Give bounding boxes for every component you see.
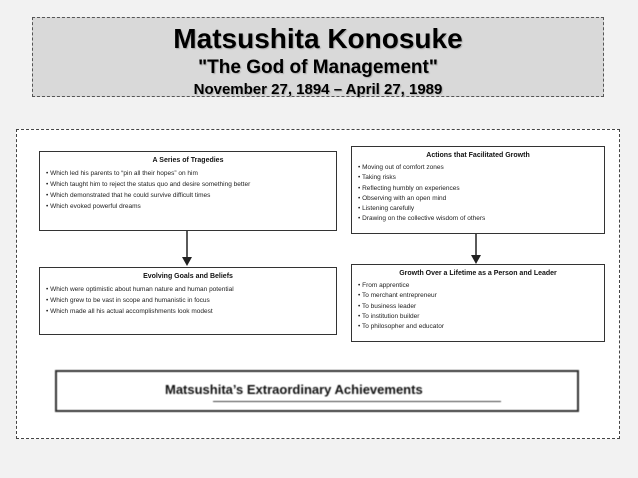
actions-box (351, 146, 605, 234)
list-item: • To merchant entrepreneur (358, 291, 598, 301)
list-item: • To business leader (358, 302, 598, 312)
achievements-title: Matsushita’s Extraordinary Achievements (165, 382, 423, 397)
achievements-underline (213, 401, 501, 402)
growth-list (358, 281, 598, 332)
list-item: • Reflecting humbly on experiences (358, 184, 598, 194)
list-item: • Which demonstrated that he could survive difficult times (46, 190, 330, 201)
list-item: • Drawing on the collective wisdom of others (358, 214, 598, 224)
life-dates: November 27, 1894 – April 27, 1989 (193, 81, 443, 98)
list-item: • To philosopher and educator (358, 322, 598, 332)
actions-title: Actions that Facilitated Growth (426, 152, 530, 159)
actions-list (358, 163, 598, 225)
title-panel (32, 17, 604, 97)
page-title: Matsushita Konosuke (173, 23, 463, 54)
tragedies-box (39, 151, 337, 231)
list-item: • To institution builder (358, 312, 598, 322)
down-arrow-left (179, 231, 195, 267)
goals-box (39, 267, 337, 335)
growth-title: Growth Over a Lifetime as a Person and Leader (399, 270, 557, 277)
list-item: • Which taught him to reject the status quo and desire something better (46, 179, 330, 190)
growth-box (351, 264, 605, 342)
list-item: • Which were optimistic about human nature and human potential (46, 284, 330, 295)
achievements-box (55, 370, 579, 412)
list-item: • Which led his parents to “pin all their hopes” on him (46, 168, 330, 179)
list-item: • Which grew to be vast in scope and humanistic in focus (46, 295, 330, 306)
down-arrow-right (468, 234, 484, 265)
list-item: • Which made all his actual accomplishments look modest (46, 306, 330, 317)
goals-title: Evolving Goals and Beliefs (143, 273, 233, 280)
list-item: • Listening carefully (358, 204, 598, 214)
list-item: • Observing with an open mind (358, 194, 598, 204)
tragedies-list (46, 168, 330, 212)
list-item: • Taking risks (358, 173, 598, 183)
tragedies-title: A Series of Tragedies (152, 157, 224, 164)
diagram-panel (16, 129, 620, 439)
page-subtitle: "The God of Management" (198, 57, 438, 78)
list-item: • From apprentice (358, 281, 598, 291)
list-item: • Moving out of comfort zones (358, 163, 598, 173)
goals-list (46, 284, 330, 317)
list-item: • Which evoked powerful dreams (46, 201, 330, 212)
